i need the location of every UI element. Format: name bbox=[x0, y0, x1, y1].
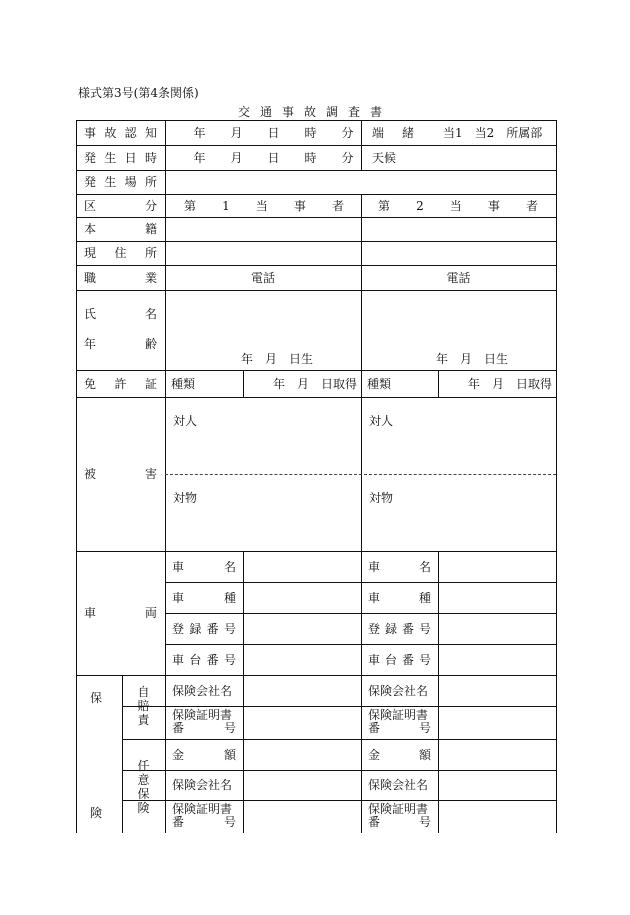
table-rule bbox=[76, 370, 557, 371]
insurance-item-left-cont: 番 号 bbox=[172, 815, 236, 829]
genjusho-label: 現 住 所 bbox=[84, 246, 157, 260]
license-acquired-left: 年 月 日取得 bbox=[272, 376, 357, 391]
table-rule bbox=[243, 551, 244, 833]
date-unit: 年 bbox=[193, 150, 206, 165]
phone-label-right: 電話 bbox=[446, 270, 471, 285]
cell-divider bbox=[361, 194, 362, 833]
table-rule bbox=[76, 170, 557, 171]
date-unit: 月 bbox=[230, 150, 243, 165]
insurance-item-right: 保険会社名 bbox=[368, 778, 429, 792]
table-rule bbox=[122, 706, 557, 707]
table-rule bbox=[76, 397, 557, 398]
vehicle-item-right: 登 録 番 号 bbox=[368, 621, 431, 636]
table-rule bbox=[76, 290, 557, 291]
table-rule bbox=[122, 675, 123, 833]
vehicle-item-left: 車 種 bbox=[172, 590, 236, 605]
dashed-divider bbox=[165, 474, 556, 475]
sharyo-label: 車 両 bbox=[84, 606, 157, 620]
table-rule bbox=[76, 265, 557, 266]
tansho-value: 当1 当2 所属部 bbox=[443, 125, 543, 140]
table-rule bbox=[76, 217, 557, 218]
table-rule bbox=[122, 739, 557, 740]
hassei-nichiji-label: 発 生 日 時 bbox=[84, 150, 157, 165]
kubun-label: 区 分 bbox=[84, 198, 157, 213]
table-border-right bbox=[556, 120, 557, 833]
table-rule bbox=[165, 675, 166, 833]
table-rule bbox=[165, 120, 166, 676]
damage-property-right: 対物 bbox=[369, 491, 394, 505]
insurance-item-right: 保険会社名 bbox=[368, 683, 429, 698]
table-rule bbox=[76, 194, 557, 195]
hassei-basho-label: 発 生 場 所 bbox=[84, 175, 157, 189]
insurance-label-bottom: 険 bbox=[90, 806, 103, 820]
insurance-item-left: 保険会社名 bbox=[172, 778, 233, 792]
insurance-item-right-cont: 番 号 bbox=[368, 815, 431, 829]
vehicle-item-right: 車 名 bbox=[368, 559, 431, 574]
license-kind-left: 種類 bbox=[171, 376, 196, 391]
insurance-item-left: 金 額 bbox=[172, 747, 236, 762]
table-rule bbox=[76, 241, 557, 242]
table-rule bbox=[122, 770, 557, 771]
tansho-label: 端 緒 bbox=[372, 125, 414, 140]
table-rule bbox=[438, 370, 439, 398]
menkyo-label: 免 許 証 bbox=[84, 376, 157, 391]
vehicle-item-right: 車 種 bbox=[368, 590, 431, 605]
date-unit: 日 bbox=[267, 150, 280, 165]
vehicle-item-left: 登 録 番 号 bbox=[172, 621, 236, 636]
higai-label: 被 害 bbox=[84, 467, 157, 481]
form-id: 様式第3号(第4条関係) bbox=[78, 86, 199, 100]
table-border-left bbox=[76, 120, 77, 833]
license-acquired-right: 年 月 日取得 bbox=[467, 376, 552, 391]
insurance-item-left: 保険証明書 bbox=[172, 802, 233, 816]
document-title: 交通事故調査書 bbox=[237, 105, 392, 119]
date-unit: 年 bbox=[193, 125, 206, 140]
license-kind-right: 種類 bbox=[367, 376, 392, 391]
table-rule bbox=[243, 370, 244, 398]
date-unit: 分 bbox=[341, 150, 354, 165]
table-rule bbox=[76, 675, 557, 676]
phone-label-left: 電話 bbox=[250, 270, 275, 285]
vehicle-item-left: 車 名 bbox=[172, 559, 236, 574]
weather-label: 天候 bbox=[372, 150, 397, 165]
birth-date-left: 年 月 日生 bbox=[241, 352, 314, 366]
party2-header: 第 2 当 事 者 bbox=[378, 198, 538, 213]
date-unit: 時 bbox=[304, 150, 317, 165]
party1-header: 第 1 当 事 者 bbox=[184, 198, 344, 213]
insurance-item-right: 保険証明書 bbox=[368, 708, 429, 722]
damage-person-right: 対人 bbox=[369, 414, 394, 428]
shokugyo-label: 職 業 bbox=[84, 270, 157, 285]
table-rule bbox=[76, 551, 557, 552]
vehicle-item-left: 車 台 番 号 bbox=[172, 652, 236, 667]
insurance-item-right: 保険証明書 bbox=[368, 802, 429, 816]
date-unit: 分 bbox=[341, 125, 354, 140]
insurance-item-right: 金 額 bbox=[368, 747, 431, 762]
insurance-item-left: 保険証明書 bbox=[172, 708, 233, 722]
nenrei-label: 年 齢 bbox=[84, 337, 157, 351]
table-rule bbox=[122, 739, 166, 740]
table-rule bbox=[122, 800, 557, 801]
insurance-item-right-cont: 番 号 bbox=[368, 721, 431, 735]
damage-person-left: 対人 bbox=[173, 414, 198, 428]
shimei-label: 氏 名 bbox=[84, 307, 157, 321]
birth-date-right: 年 月 日生 bbox=[436, 352, 509, 366]
date-unit: 日 bbox=[267, 125, 280, 140]
date-unit: 時 bbox=[304, 125, 317, 140]
date-unit: 月 bbox=[230, 125, 243, 140]
jiko-ninchi-label: 事 故 認 知 bbox=[84, 125, 157, 140]
vehicle-item-right: 車 台 番 号 bbox=[368, 652, 431, 667]
table-border-top bbox=[76, 120, 557, 121]
damage-property-left: 対物 bbox=[173, 491, 198, 505]
insurance-item-left-cont: 番 号 bbox=[172, 721, 236, 735]
table-rule bbox=[76, 145, 557, 146]
jibaiseki-label: 自賠責 bbox=[137, 685, 150, 727]
insurance-label-top: 保 bbox=[90, 691, 103, 705]
survey-form-table bbox=[76, 120, 557, 832]
table-rule bbox=[438, 551, 439, 833]
insurance-item-left: 保険会社名 bbox=[172, 683, 233, 698]
honseki-label: 本 籍 bbox=[84, 222, 157, 236]
nini-hoken-label: 任意保険 bbox=[137, 759, 150, 815]
